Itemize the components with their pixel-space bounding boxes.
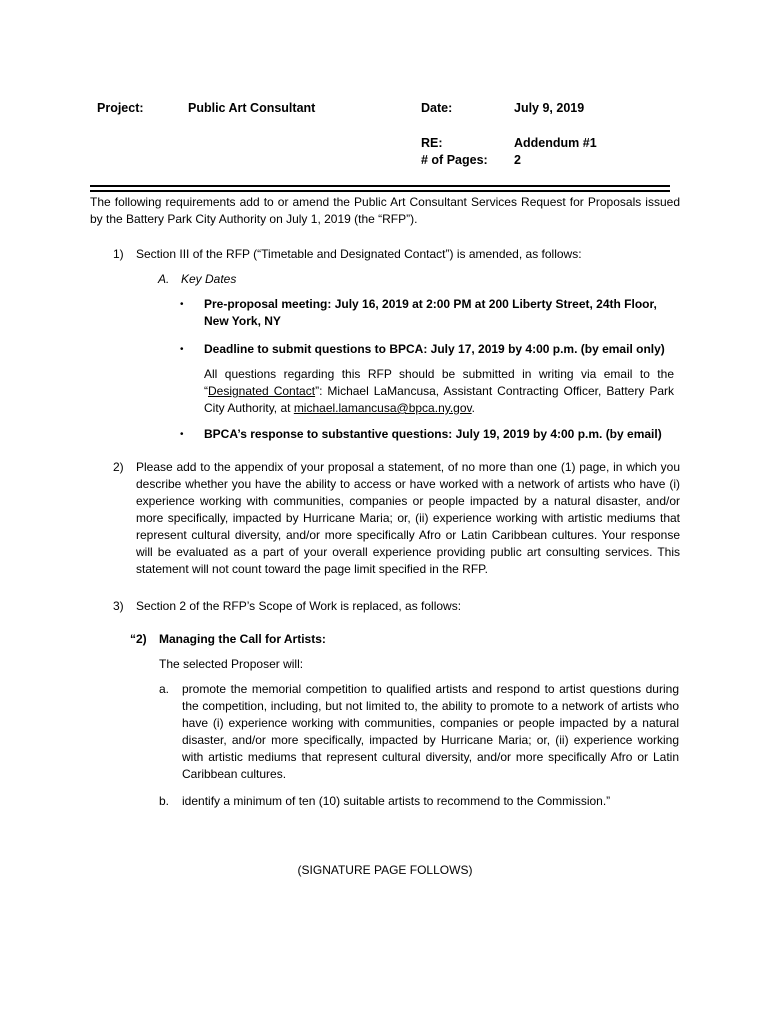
key-dates-label: A. [158,272,170,286]
item-b-label: b. [159,794,170,808]
proposer-intro: The selected Proposer will: [159,657,304,671]
item-a-text: promote the memorial competition to qualified artists and respond to artist questions during the competition, including, but not limited to, the ability to promote to a network of artists who have (i) experience working with communities, companies or people impacted by a natural disaster, and/or more specifically, impacted by Hurricane Maria; or, (ii) experience working with artistic mediums that represent cultural diversity, and/or more specifically Afro or Latin Caribbean cultures. [182,682,679,781]
item-3-number: 3) [113,599,124,613]
note-text: All questions regarding this RFP should be submitted in writing via email to the “ [204,367,674,398]
bpca-response-date: BPCA’s response to substantive questions: July 19, 2019 by 4:00 p.m. (by email) [204,427,662,441]
note-text: . [471,401,475,415]
item-1-text: Section III of the RFP (“Timetable and Designated Contact”) is amended, as follows: [136,247,582,261]
designated-contact-note [204,366,674,417]
preproposal-meeting-line2: New York, NY [204,314,281,328]
preproposal-meeting [204,296,684,330]
contact-email-link[interactable]: michael.lamancusa@bpca.ny.gov [293,401,472,415]
item-2-number: 2) [113,460,124,474]
header-rule-top [90,185,670,187]
bullet-icon: • [180,429,184,440]
question-deadline: Deadline to submit questions to BPCA: July 17, 2019 by 4:00 p.m. (by email only) [204,342,665,356]
re-label: RE: [421,136,443,150]
item-a-label: a. [159,682,170,696]
date-label: Date: [421,101,453,115]
signature-page-note: (SIGNATURE PAGE FOLLOWS) [297,863,473,877]
item-1-number: 1) [113,247,124,261]
date-value: July 9, 2019 [514,101,585,115]
bullet-icon: • [180,344,184,355]
quote-title: Managing the Call for Artists: [159,632,326,646]
re-value: Addendum #1 [514,136,597,150]
intro-paragraph: The following requirements add to or amend the Public Art Consultant Services Request for Proposals issued by the Battery Park City Authority on July 1, 2019 (the “RFP”). [90,195,680,226]
bullet-icon: • [180,299,184,310]
project-value: Public Art Consultant [188,101,316,115]
designated-contact-term: Designated Contact [208,384,316,398]
pages-label: # of Pages: [421,153,488,167]
item-3-text: Section 2 of the RFP’s Scope of Work is replaced, as follows: [136,599,462,613]
quote-number: “2) [130,632,147,646]
item-b-text: identify a minimum of ten (10) suitable artists to recommend to the Commission.” [182,794,611,808]
pages-value: 2 [514,153,521,167]
preproposal-meeting-line1: Pre-proposal meeting: July 16, 2019 at 2:00 PM at 200 Liberty Street, 24th Floor, [204,297,657,311]
note-text: ”: Michael LaMancusa, Assistant Contracting Officer, Battery Park City Authority, at [204,384,675,415]
header-rule-bottom [90,190,670,192]
item-2-text: Please add to the appendix of your proposal a statement, of no more than one (1) page, in which you describe whether you have the ability to access or have worked with a network of artists who have (i) experience working with communities, companies or people impacted by a natural disaster, and/or more specifically, impacted by Hurricane Maria; or, (ii) experience working with artistic mediums that represent cultural diversity, and/or more specifically Afro or Latin Caribbean cultures. Your response will be evaluated as a part of your overall experience providing public art consulting services. This statement will not count toward the page limit specified in the RFP. [136,460,680,576]
key-dates-title: Key Dates [181,272,237,286]
project-label: Project: [97,101,144,115]
